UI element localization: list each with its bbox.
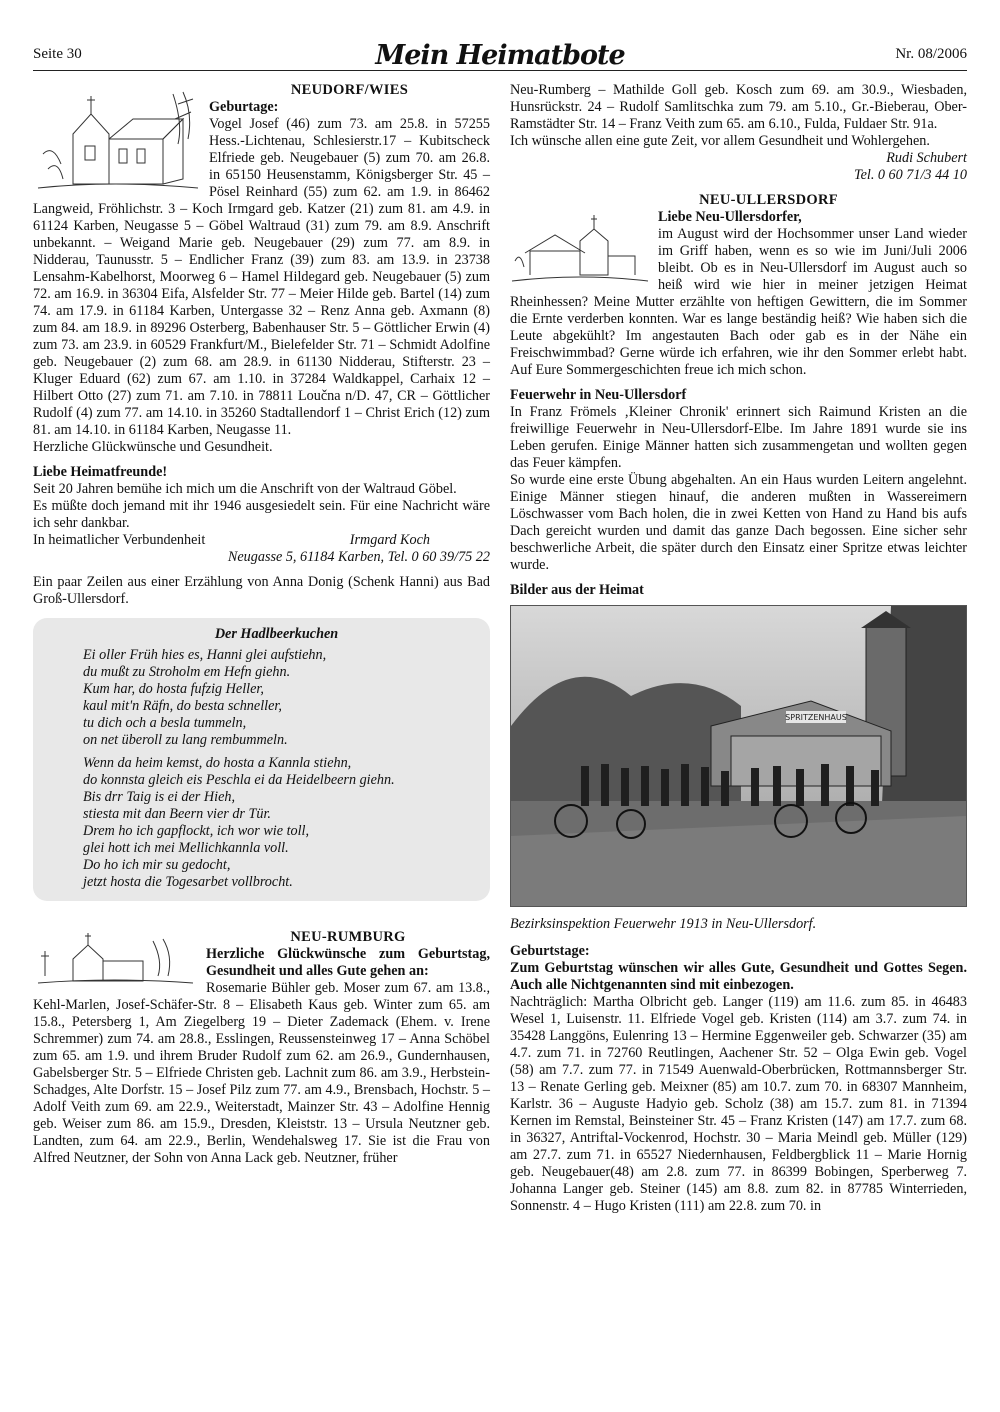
chapel-sketch-icon bbox=[33, 931, 198, 989]
ullersdorf-title: NEU-ULLERSDORF bbox=[699, 192, 838, 208]
fire-brigade-photo bbox=[510, 605, 967, 907]
ullersdorf-birthday-title: Geburtstage: bbox=[510, 943, 590, 959]
poem-line: kaul mit'n Räfn, do besta schneller, bbox=[83, 698, 282, 714]
right-column bbox=[510, 82, 967, 1215]
neurumburg-phone: Tel. 0 60 71/3 44 10 bbox=[854, 167, 967, 183]
letter-address: Neugasse 5, 61184 Karben, Tel. 0 60 39/75 22 bbox=[227, 549, 490, 565]
poem-line: tu dich och a besla tummeln, bbox=[83, 715, 247, 731]
neurumburg-wish: Ich wünsche allen eine gute Zeit, vor allem Gesundheit und Wohlergehen. bbox=[510, 133, 930, 149]
poem-line: glei hott ich mei Mellichkannla voll. bbox=[83, 840, 289, 856]
neudorf-subtitle: Geburtage: bbox=[209, 99, 279, 115]
ullersdorf-birthday-intro: Zum Geburtstag wünschen wir alles Gute, Gesundheit und Gottes Segen. Auch alle Nichtgenannten sind mit einbezogen. bbox=[510, 960, 967, 993]
letter-p2: Es müßte doch jemand mit ihr 1946 ausgesiedelt sein. Für eine Nachricht wäre ich sehr dankbar. bbox=[33, 498, 490, 531]
page-header bbox=[33, 40, 967, 71]
neudorf-title: NEUDORF/WIES bbox=[290, 82, 409, 98]
ullersdorf-greeting: Liebe Neu-Ullersdorfer, bbox=[658, 209, 802, 225]
ullersdorf-birthdays: Nachträglich: Martha Olbricht geb. Langer (119) am 11.6. zum 85. in 46483 Wesel 1, Luisenstr. 11. Elfriede Vogel geb. Kristen (114) am 3.7. zum 74. in 35428 Langgöns, Eulenring 13 – Hermine Eggenweiler geb. Schwarzer (35) am 4.7. zum 71. in 72760 Reutlingen, Aachener Str. 52 – Olga Ewin geb. Vogel (58) am 7.7. zum 77. in 71549 Auenwald-Oberbrücken, Rottmannsberger Str. 13 – Renate Gerling geb. Meixner (85) am 10.7. zum 70. in 68307 Mannheim, Karlstr. 36 – Auguste Hadyio geb. Scholz (38) am 15.7. zum 81. in 71394 Kernen im Remstal, Beinsteiner Str. 45 – Franz Kristen (147) am 17.7. zum 68. in 36327, Antriftal-Vockenrod, Hochstr. 30 – Maria Meindl geb. Müller (129) am 27.7. zum 71. in 65527 Niedernhausen, Feldbergblick 11 – Marie Hornig geb. Neugebauer(48) am 2.8. zum 77. in 86399 Bobingen, Sperberweg 7. Johanna Langer geb. Steiner (145) am 8.8. zum 82. in 87785 Winterrieden, Sonnenstr. 4 – Hugo Kristen (111) am 22.8. zum 70. in bbox=[510, 994, 967, 1214]
church-sketch-icon bbox=[33, 84, 201, 196]
poem-line: Bis drr Taig is ei der Hieh, bbox=[83, 789, 236, 805]
village-church-sketch-icon bbox=[510, 211, 650, 289]
neurumburg-birthdays: Rosemarie Bühler geb. Moser zum 67. am 13.8., Kehl-Marlen, Josef-Schäfer-Str. 8 – Elisabeth Kaus geb. Winter zum 65. am 15.8., Petersberg 1, Am Ziegelberg 19 – Dieter Zademack (Ehem. v. Irene Schremmer) zum 74. am 28.8., Esslingen, Reussensteinweg 17 – Anna Schöbel zum 65. am 1.9. und ihrem Bruder Rudolf zum 62. am 26.9., Gundernhausen, Gabelsberger Str. 5 – Elfriede Christen geb. Lachnit zum 86. am 3.9., Herbstein-Schadges, Alte Dorfstr. 15 – Josef Pilz zum 77. am 4.9., Brensbach, Hochstr. 5 – Adolf Veith zum 69. am 22.9., Weiterstadt, Mainzer Str. 43 – Adolfine Hennig geb. Weiser zum 86. am 15.9., Dresden, Kleiststr. 13 – Ursula Neutzner geb. Landten, zum 64. am 22.9., Berlin, Wendehalsweg 17. Sie ist die Frau von Alfred Neutzner, der Sohn von Anna Lack geb. Neutzner, früher bbox=[33, 980, 490, 1166]
poem-box bbox=[33, 618, 490, 901]
neurumburg-signature: Rudi Schubert bbox=[886, 150, 967, 166]
letter-greeting: In heimatlicher Verbundenheit bbox=[33, 532, 206, 548]
letter-p1: Seit 20 Jahren bemühe ich mich um die Anschrift von der Waltraud Göbel. bbox=[33, 481, 457, 497]
poem-stanza-1 bbox=[83, 647, 470, 749]
poem-line: Ei oller Früh hies es, Hanni glei aufstiehn, bbox=[83, 647, 327, 663]
poem-line: Wenn da heim kemst, do hosta a Kannla stiehn, bbox=[83, 755, 352, 771]
fire-brigade-title: Feuerwehr in Neu-Ullersdorf bbox=[510, 387, 687, 403]
poem-stanza-2 bbox=[83, 755, 470, 891]
letter-title: Liebe Heimatfreunde! bbox=[33, 464, 168, 480]
poem-line: do konnsta gleich eis Peschla ei da Heidelbeern giehn. bbox=[83, 772, 395, 788]
poem-line: du mußt zu Stroholm em Hefn giehn. bbox=[83, 664, 291, 680]
poem-line: Do ho ich mir su gedocht, bbox=[83, 857, 231, 873]
poem-line: on net überoll zu lang rembummeln. bbox=[83, 732, 288, 748]
poem-line: stiesta mit dan Beern vier dr Tür. bbox=[83, 806, 271, 822]
photo-caption: Bezirksinspektion Feuerwehr 1913 in Neu-Ullersdorf. bbox=[510, 916, 817, 932]
neurumburg-continued: Neu-Rumberg – Mathilde Goll geb. Kosch zum 69. am 30.9., Wiesbaden, Hunsrückstr. 24 – Rudolf Samlitschka zum 79. am 5.10., Gr.-Bieberau, Ober-Ramstädter Str. 14 – Franz Veith zum 65. am 6.10., Fulda, Fuldaer Str. 91a. bbox=[510, 82, 967, 132]
letter-signature: Irmgard Koch bbox=[349, 532, 430, 548]
poem-line: Kum har, do hosta fufzig Heller, bbox=[83, 681, 264, 697]
neudorf-closing: Herzliche Glückwünsche und Gesundheit. bbox=[33, 439, 273, 455]
newspaper-title: Mein Heimatbote bbox=[375, 40, 625, 71]
poem-title: Der Hadlbeerkuchen bbox=[214, 626, 339, 642]
left-column bbox=[33, 82, 490, 1167]
neudorf-birthdays: Vogel Josef (46) zum 73. am 25.8. in 57255 Hess.-Lichtenau, Schlesierstr.17 – Kubitscheck Elfriede geb. Neugebauer (5) zum 70. am 26.8. in 65150 Heusenstamm, Königsberger Str. 45 – Pösel Reinhard (55) zum 62. am 1.9. in 86462 Langweid, Fröhlichstr. 3 – Koch Irmgard geb. Katzer (21) zum 81. am 4.9. in 61124 Karben, Neugasse 5 – Göbel Waltraud (31) zum 79. am 8.9. Anschrift unbekannt. – Weigand Marie geb. Neugebauer (29) zum 77. am 8.9. in Nidderau, Taunusstr. 5 – Endlicher Franz (39) zum 83. am 13.9. in 23738 Lensahm-Kabelhorst, Moorweg 6 – Hamel Hildegard geb. Neugebauer (5) zum 72. am 16.9. in 36304 Eifa, Alsfelder Str. 77 – Meier Hilde geb. Bartel (14) zum 74. am 17.9. in 61184 Karben, Untergasse 32 – Renz Anna geb. Axmann (8) zum 84. am 18.9. in 89296 Osterberg, Babenhauser Str. 5 – Göttlicher Erwin (4) zum 73. am 23.9. in 60529 Frankfurt/M., Bielefelder Str. 71 – Schmidt Adolfine geb. Neugebauer (2) zum 68. am 28.9. in 61130 Nidderau, Stifterstr. 23 – Kluger Eduard (62) zum 67. am 1.10. in 37284 Waldkappel, Carhaix 12 – Hilbert Otto (27) zum 71. am 7.10. in 78811 Loučna n/D. 47, CR – Göttlicher Rudolf (4) zum 77. am 14.10. in 35260 Stadtallendorf 1 – Christ Erich (12) zum 81. am 14.10. in 61184 Karben, Neugasse 11. bbox=[33, 116, 490, 438]
letter-signature-row bbox=[33, 532, 490, 549]
poem-line: jetzt hosta die Togesarbet vollbrocht. bbox=[83, 874, 293, 890]
fire-brigade-p1: In Franz Frömels ‚Kleiner Chronik' erinnert sich Raimund Kristen an die freiwillige Feuerwehr in Neu-Ullersdorf-Elbe. Im Jahre 1891 wurde sie ins Leben gerufen. Einige Männer hatten sich zusammengetan und wollten gegen das Feuer kämpfen. bbox=[510, 404, 967, 471]
issue-number: Nr. 08/2006 bbox=[895, 46, 967, 62]
photo-sign-text: SPRITZENHAUS bbox=[785, 713, 847, 722]
fire-brigade-p2: So wurde eine erste Übung abgehalten. An ein Haus wurden Leitern angelehnt. Einige Männer stiegen hinauf, die anderen mußten in Wassereimern Löschwasser vom Bach holen, die in zwei Ketten von Hand zu Hand bis aufs Dach gereicht wurden und damit das ganze Dach begossen. Eine sicher sehr beschwerliche Arbeit, die später durch den Einsatz einer Spritze etwas leichter wurde. bbox=[510, 472, 967, 573]
neurumburg-title: NEU-RUMBURG bbox=[290, 929, 406, 945]
poem-line: Drem ho ich gapflockt, ich wor wie toll, bbox=[83, 823, 310, 839]
neurumburg-intro: Herzliche Glückwünsche zum Geburtstag, Gesundheit und alles Gute gehen an: bbox=[206, 946, 490, 979]
story-intro: Ein paar Zeilen aus einer Erzählung von Anna Donig (Schenk Hanni) aus Bad Groß-Ullersdorf. bbox=[33, 574, 490, 607]
ullersdorf-letter: im August wird der Hochsommer unser Land wieder im Griff haben, wenn es so wie im Juni/Juli 2006 bleibt. Ob es in Neu-Ullersdorf im August auch so heiß wird wie hier in meiner jetzigen Heimat Rheinhessen? Meine Mutter erzählte von heftigen Gewittern, die im Sommer die Ernte verderben konnten. War es lange beständig heiß? Wie haben sich die Leute abgekühlt? Im angestauten Bach oder gab es in der Nähe ein Freischwimmbad? Gerne würde ich erfahren, wie ihr den Sommer erlebt habt. Auf Eure Sommergeschichten freue ich mich schon. bbox=[510, 226, 967, 378]
photo-section-title: Bilder aus der Heimat bbox=[510, 582, 644, 598]
page-number: Seite 30 bbox=[33, 46, 82, 62]
